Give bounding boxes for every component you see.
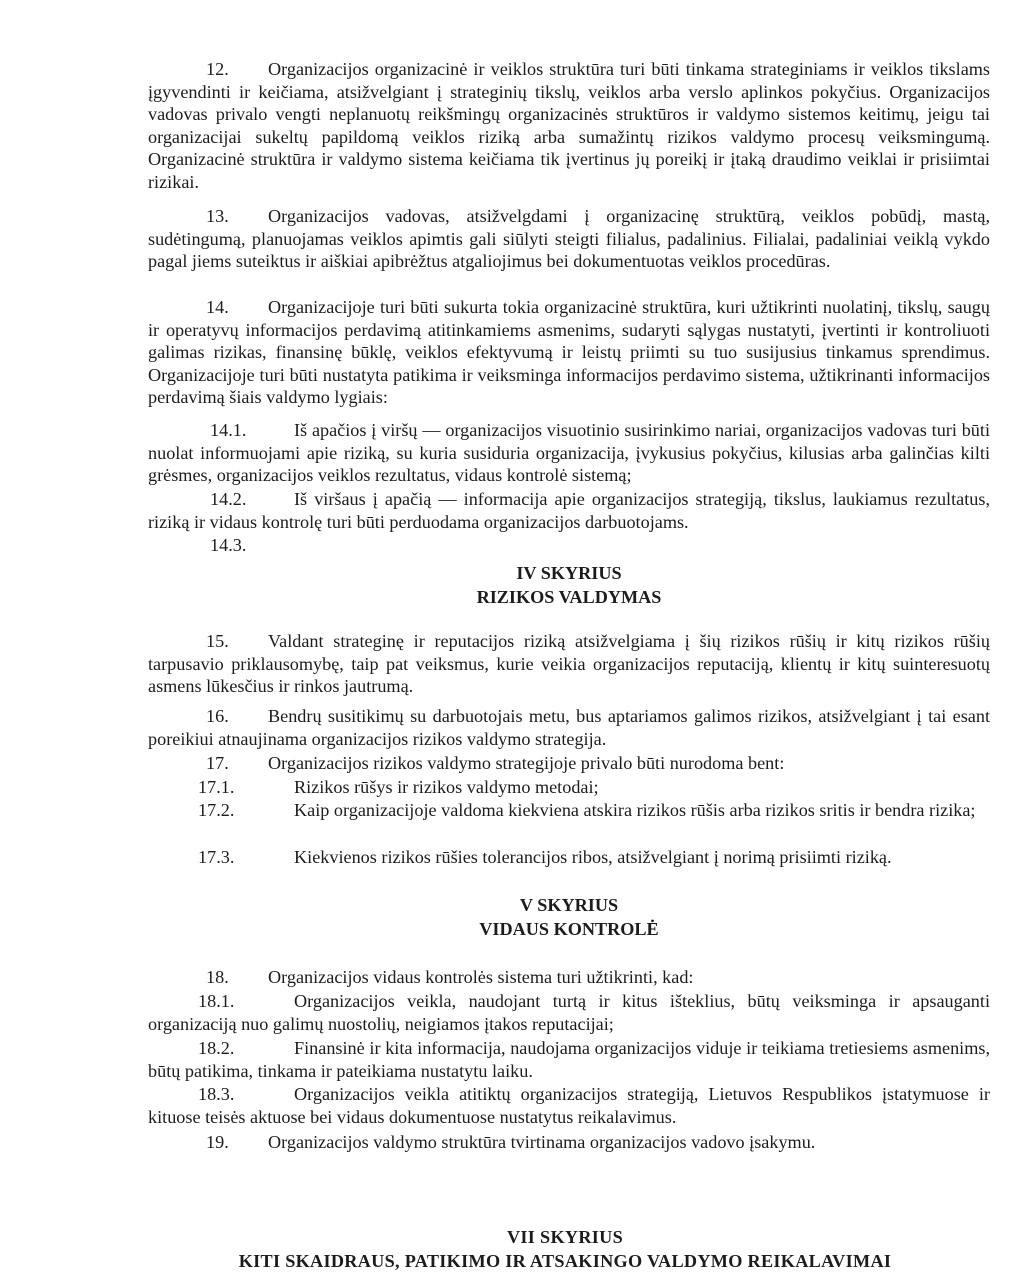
chapter-number: V SKYRIUS — [519, 895, 619, 915]
paragraph-text: Organizacijos veikla, naudojant turtą ir kitus išteklius, būtų veiksminga ir apsauganti organizaciją nuo galimų nuostolių, neigiamos įtakos reputacijai; — [148, 991, 990, 1034]
paragraph-text: Valdant strateginę ir reputacijos riziką atsižvelgiama į šių rizikos rūšių ir kitų rizikos rūšių tarpusavio priklausomybę, taip pat veiksmus, kurie veikia organizacijos reputaciją, klientų ir kitų suinteresuotų asmens lūkesčius ir rinkos jautrumą. — [148, 631, 990, 696]
paragraph-text: Organizacijos vidaus kontrolės sistema turi užtikrinti, kad: — [268, 967, 694, 987]
paragraph-text: Kiekvienos rizikos rūšies tolerancijos ribos, atsižvelgiant į norimą prisiimti riziką. — [294, 847, 892, 867]
paragraph-number: 18. — [206, 967, 229, 987]
paragraph-text: Iš viršaus į apačią — informacija apie organizacijos strategiją, tikslus, laukiamus rezultatus, riziką ir vidaus kontrolę turi būti perduodama organizacijos darbuotojams. — [148, 489, 990, 532]
paragraph-18-2 — [148, 1037, 990, 1082]
paragraph-text: Organizacijos organizacinė ir veiklos struktūra turi būti tinkama strateginiams ir veiklos tikslams įgyvendinti ir keičiama, atsižvelgiant į strateginių tikslų, veiklos arba verslo aplinkos pokyčius. Organizacijos vadovas privalo vengti neplanuotų reikšmingų organizacinės struktūros ir valdymo sistemos keitimų, jeigu tai organizacijai sukeltų papildomą veiklos riziką arba sumažintų rizikos valdymo procesų veiksmingumą. Organizacinė struktūra ir valdymo sistema keičiama tik įvertinus jų poreikį ir įtaką draudimo veiklai ir prisiimtai rizikai. — [148, 59, 990, 192]
paragraph-text: Iš apačios į viršų — organizacijos visuotinio susirinkimo nariai, organizacijos vadovas turi būti nuolat informuojami apie riziką, su kuria susiduria organizacija, įvykusius pokyčius, kilusias arba galinčias kilti grėsmes, organizacijos veiklos rezultatus, vidaus kontrolė sistemą; — [148, 420, 990, 485]
chapter-number: IV SKYRIUS — [516, 563, 622, 583]
paragraph-18 — [148, 966, 990, 989]
paragraph-number: 14.3. — [210, 535, 247, 555]
paragraph-17 — [148, 752, 990, 775]
paragraph-18-1 — [148, 990, 990, 1035]
paragraph-number: 14.2. — [210, 489, 247, 509]
paragraph-number: 15. — [206, 631, 229, 651]
paragraph-15 — [148, 630, 990, 698]
chapter-5-heading — [148, 893, 990, 941]
paragraph-14-3 — [148, 534, 990, 557]
paragraph-number: 12. — [206, 59, 229, 79]
chapter-4-heading — [148, 561, 990, 609]
paragraph-number: 18.3. — [198, 1084, 235, 1104]
paragraph-number: 18.2. — [198, 1038, 235, 1058]
paragraph-number: 14.1. — [210, 420, 247, 440]
paragraph-text: Finansinė ir kita informacija, naudojama organizacijos viduje ir teikiama tretiesiems asmenims, būtų patikima, tinkama ir pateikiama nustatytu laiku. — [148, 1038, 990, 1081]
paragraph-number: 14. — [206, 297, 229, 317]
paragraph-number: 18.1. — [198, 991, 235, 1011]
paragraph-17-3 — [148, 846, 990, 869]
paragraph-number: 17.3. — [198, 847, 235, 867]
paragraph-17-2 — [148, 799, 990, 822]
paragraph-14-1 — [148, 419, 990, 487]
paragraph-18-3 — [148, 1083, 990, 1128]
paragraph-text: Organizacijos vadovas, atsižvelgdami į organizacinę struktūrą, veiklos pobūdį, mastą, sudėtingumą, planuojamas veiklos apimtis gali siūlyti steigti filialus, padalinius. Filialai, padaliniai veiklą vykdo pagal jiems suteiktus ir aiškiai apibrėžtus atgaliojimus bei dokumentuotas veiklos procedūras. — [148, 206, 990, 271]
paragraph-number: 13. — [206, 206, 229, 226]
paragraph-13 — [148, 205, 990, 273]
chapter-number: VII SKYRIUS — [507, 1227, 623, 1247]
paragraph-text: Kaip organizacijoje valdoma kiekviena atskira rizikos rūšis arba rizikos sritis ir bendra rizika; — [294, 800, 976, 820]
paragraph-16 — [148, 705, 990, 750]
chapter-7-heading — [100, 1225, 1024, 1273]
paragraph-number: 17.1. — [198, 777, 235, 797]
paragraph-number: 17. — [206, 753, 229, 773]
paragraph-text: Organizacijos valdymo struktūra tvirtinama organizacijos vadovo įsakymu. — [268, 1132, 816, 1152]
paragraph-number: 16. — [206, 706, 229, 726]
paragraph-12 — [148, 58, 990, 193]
chapter-title: RIZIKOS VALDYMAS — [476, 587, 662, 607]
paragraph-text: Organizacijos veikla atitiktų organizacijos strategiją, Lietuvos Respublikos įstatymuose ir kituose teisės aktuose bei vidaus dokumentuose nustatytus reikalavimus. — [148, 1084, 990, 1127]
chapter-title: KITI SKAIDRAUS, PATIKIMO IR ATSAKINGO VALDYMO REIKALAVIMAI — [238, 1251, 892, 1271]
chapter-title: VIDAUS KONTROLĖ — [479, 919, 659, 939]
paragraph-text: Organizacijoje turi būti sukurta tokia organizacinė struktūra, kuri užtikrinti nuolatinį, tikslų, saugų ir operatyvų informacijos perdavimą atitinkamiems asmenims, sudaryti sąlygas nustatyti, įvertinti ir kontroliuoti galimas rizikas, finansinę būklę, veiklos efektyvumą ir leistų priimti su tuo susijusius tinkamus sprendimus. Organizacijoje turi būti nustatyta patikima ir veiksminga informacijos perdavimo sistema, užtikrinanti informacijos perdavimą šiais valdymo lygiais: — [148, 297, 990, 407]
paragraph-text: Rizikos rūšys ir rizikos valdymo metodai; — [294, 777, 599, 797]
paragraph-text: Bendrų susitikimų su darbuotojais metu, bus aptariamos galimos rizikos, atsižvelgiant į tai esant poreikiui atnaujinama organizacijos rizikos valdymo strategija. — [148, 706, 990, 749]
paragraph-14 — [148, 296, 990, 409]
paragraph-text: Organizacijos rizikos valdymo strategijoje privalo būti nurodoma bent: — [268, 753, 785, 773]
paragraph-number: 19. — [206, 1132, 229, 1152]
paragraph-number: 17.2. — [198, 800, 235, 820]
paragraph-19 — [148, 1131, 990, 1154]
paragraph-17-1 — [148, 776, 990, 799]
paragraph-14-2 — [148, 488, 990, 533]
